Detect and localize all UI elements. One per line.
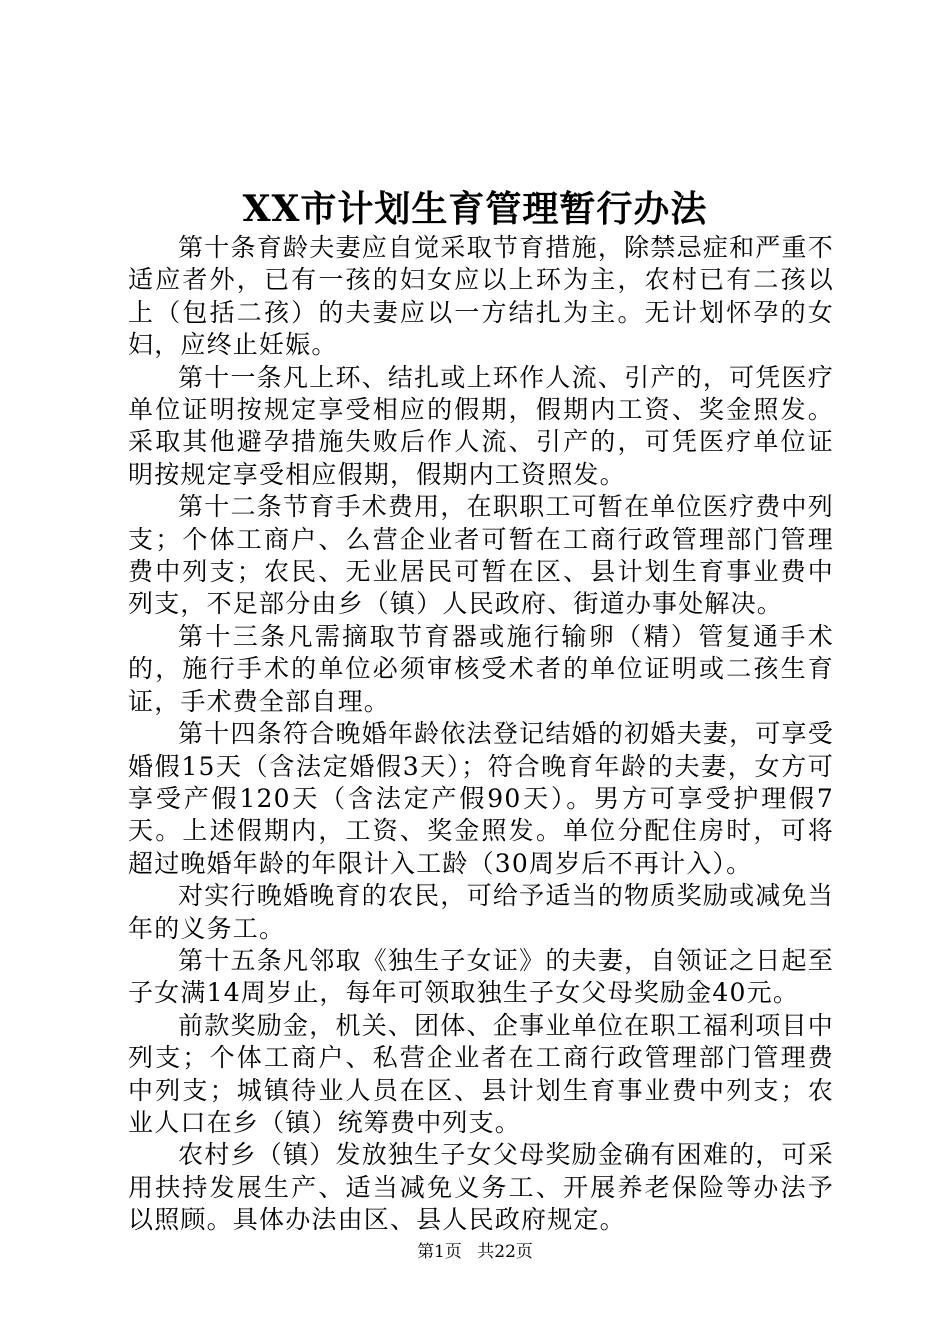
page-total: 共22页 xyxy=(477,1242,533,1262)
paragraph-rural-reward: 农村乡（镇）发放独生子女父母奖励金确有困难的，可采用扶持发展生产、适当减免义务工、开展养老保险等办法予以照顾。具体办法由区、县人民政府规定。 xyxy=(128,1140,834,1235)
paragraph-reward-funding: 前款奖励金，机关、团体、企事业单位在职工福利项目中列支；个体工商户、私营企业者在工商行政管理部门管理费中列支；城镇待业人员在区、县计划生育事业费中列支；农业人口在乡（镇）统筹费中列支。 xyxy=(128,1010,834,1137)
paragraph-article-11: 第十一条凡上环、结扎或上环作人流、引产的，可凭医疗单位证明按规定享受相应的假期，假期内工资、奖金照发。采取其他避孕措施失败后作人流、引产的，可凭医疗单位证明按规定享受相应假期，假期内工资照发。 xyxy=(128,362,834,489)
page-footer xyxy=(0,1240,950,1264)
paragraph-article-12: 第十二条节育手术费用，在职职工可暂在单位医疗费中列支；个体工商户、么营企业者可暂在工商行政管理部门管理费中列支；农民、无业居民可暂在区、县计划生育事业费中列支，不足部分由乡（镇）人民政府、街道办事处解决。 xyxy=(128,492,834,619)
paragraph-article-15: 第十五条凡邻取《独生子女证》的夫妻，自领证之日起至子女满14周岁止，每年可领取独生子女父母奖励金40元。 xyxy=(128,945,834,1008)
document-title: XX市计划生育管理暂行办法 xyxy=(242,188,708,230)
paragraph-article-10: 第十条育龄夫妻应自觉采取节育措施，除禁忌症和严重不适应者外，已有一孩的妇女应以上环为主，农村已有二孩以上（包括二孩）的夫妻应以一方结扎为主。无计划怀孕的女妇，应终止妊娠。 xyxy=(128,233,834,360)
document-body xyxy=(128,232,834,1237)
page-number: 第1页 xyxy=(417,1242,462,1262)
paragraph-article-13: 第十三条凡需摘取节育器或施行输卵（精）管复通手术的，施行手术的单位必须审核受术者的单位证明或二孩生育证，手术费全部自理。 xyxy=(128,621,834,716)
paragraph-late-marriage-farmers: 对实行晚婚晚育的农民，可给予适当的物质奖励或减免当年的义务工。 xyxy=(128,881,834,943)
paragraph-article-14: 第十四条符合晚婚年龄依法登记结婚的初婚夫妻，可享受婚假15天（含法定婚假3天）；符合晚育年龄的夫妻，女方可享受产假120天（含法定产假90天）。男方可享受护理假7天。上述假期内，工资、奖金照发。单位分配住房时，可将超过晚婚年龄的年限计入工龄（30周岁后不再计入）。 xyxy=(128,719,834,878)
